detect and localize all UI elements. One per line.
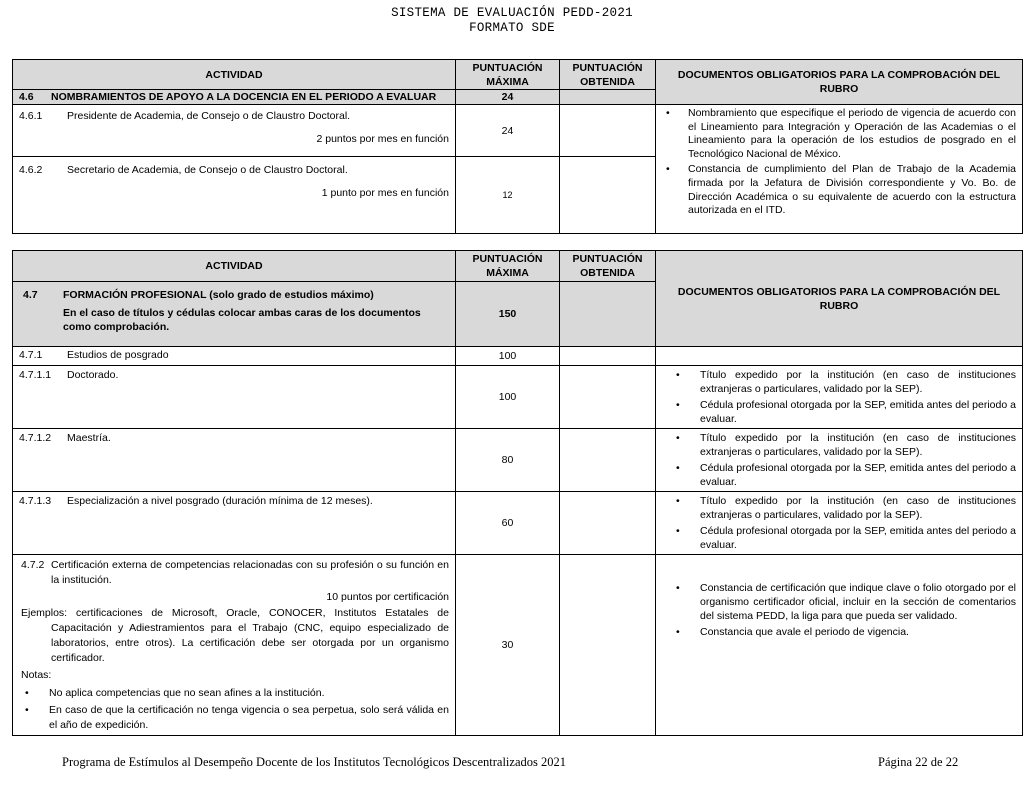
section-number: 4.6 (19, 91, 34, 103)
section-title (13, 282, 456, 347)
row-max-score: 100 (456, 366, 560, 429)
section-number: 4.7 (23, 289, 38, 301)
row-text: Especialización a nivel posgrado (duración mínima de 12 meses). (67, 495, 373, 507)
row-note: 1 punto por mes en función (321, 187, 449, 199)
document-item: • Constancia de cumplimiento del Plan de Trabajo de la Academia firmada por la Jefatura de División correspondiente y Vo. Bo. de Dirección Académica o su equivalente de acuerdo con la estructura autorizada en el ITD. (656, 163, 1016, 217)
document-item: • Constancia que avale el periodo de vigencia. (656, 625, 1016, 639)
row-number: 4.6.2 (19, 164, 43, 176)
row-obtained-score[interactable] (560, 429, 656, 492)
document-header-subtitle: FORMATO SDE (469, 21, 555, 35)
row-obtained-score[interactable] (560, 157, 656, 234)
table-section-4-6 (12, 59, 1023, 234)
section-title (13, 90, 456, 105)
column-header-documentos: DOCUMENTOS OBLIGATORIOS PARA LA COMPROBACIÓN DEL RUBRO (656, 251, 1023, 347)
row-text: Maestría. (67, 432, 111, 444)
row-number: 4.6.1 (19, 110, 43, 122)
document-item: • Título expedido por la institución (en caso de instituciones extranjeras o particulares, validado por la SEP). (656, 431, 1016, 459)
row-documents (656, 429, 1023, 492)
row-activity (13, 105, 456, 157)
column-header-documentos: DOCUMENTOS OBLIGATORIOS PARA LA COMPROBACIÓN DEL RUBRO (656, 60, 1023, 105)
row-number: 4.7.1.3 (19, 495, 52, 507)
document-item: • Nombramiento que especifique el periodo de vigencia de acuerdo con el Lineamiento para Integración y Operación de las Academias o el Lineamiento para la operación de los estudios de posgrado en el Tecnológico Nacional de México. (656, 107, 1016, 161)
row-text: Presidente de Academia, de Consejo o de Claustro Doctoral. (67, 110, 351, 122)
row-number: 4.7.1.2 (19, 432, 52, 444)
column-header-actividad: ACTIVIDAD (13, 60, 456, 90)
section-title-text: FORMACIÓN PROFESIONAL (solo grado de estudios máximo) (63, 289, 374, 301)
row-text: Certificación externa de competencias relacionadas con su profesión o su función en la institución. (51, 559, 449, 587)
row-documents (656, 347, 1023, 366)
row-max-score: 24 (456, 105, 560, 157)
document-item: • Cédula profesional otorgada por la SEP, emitida antes del periodo a evaluar. (656, 461, 1016, 489)
row-note: 2 puntos por mes en función (316, 133, 449, 145)
row-activity (13, 366, 456, 429)
column-header-puntuacion-obtenida: PUNTUACIÓN OBTENIDA (560, 251, 656, 282)
row-documents (656, 366, 1023, 429)
row-max-score: 30 (456, 555, 560, 736)
row-max-score: 12 (456, 157, 560, 234)
row-number: 4.7.1 (19, 349, 43, 361)
notes-label: Notas: (21, 669, 52, 682)
row-obtained-score[interactable] (560, 366, 656, 429)
row-documents (656, 105, 1023, 234)
section-obtained-score (560, 90, 656, 105)
footer-page-number: Página 22 de 22 (878, 755, 959, 769)
row-activity (13, 347, 456, 366)
row-max-score: 80 (456, 429, 560, 492)
row-obtained-score[interactable] (560, 105, 656, 157)
row-number: 4.7.1.1 (19, 369, 52, 381)
column-header-puntuacion-obtenida: PUNTUACIÓN OBTENIDA (560, 60, 656, 90)
row-activity (13, 492, 456, 555)
section-max-score: 24 (456, 90, 560, 105)
row-activity (13, 555, 456, 736)
row-note: 10 puntos por certificación (326, 591, 449, 604)
row-max-score: 60 (456, 492, 560, 555)
row-obtained-score[interactable] (560, 347, 656, 366)
row-examples: Ejemplos: certificaciones de Microsoft, Oracle, CONOCER, Institutos Estatales de Capacitación y Adiestramientos para el Trabajo (CNC, equipo especializado de laboratorios, entre otros). La certificación debe ser otorgada por un organismo certificador. (21, 606, 449, 665)
column-header-puntuacion-maxima: PUNTUACIÓN MÁXIMA (456, 60, 560, 90)
row-documents (656, 555, 1023, 736)
column-header-puntuacion-maxima: PUNTUACIÓN MÁXIMA (456, 251, 560, 282)
document-item: • Título expedido por la institución (en caso de instituciones extranjeras o particulares, validado por la SEP). (656, 494, 1016, 522)
row-text: Doctorado. (67, 369, 119, 381)
section-subtitle: En el caso de títulos y cédulas colocar ambas caras de los documentos como comprobación. (63, 307, 421, 333)
row-activity (13, 429, 456, 492)
row-obtained-score[interactable] (560, 555, 656, 736)
section-max-score: 150 (456, 282, 560, 347)
column-header-actividad: ACTIVIDAD (13, 251, 456, 282)
row-documents (656, 492, 1023, 555)
section-title-text: NOMBRAMIENTOS DE APOYO A LA DOCENCIA EN EL PERIODO A EVALUAR (51, 91, 437, 103)
row-activity (13, 157, 456, 234)
row-text: Estudios de posgrado (67, 349, 169, 361)
row-number: 4.7.2 (21, 559, 45, 571)
note-item: • En caso de que la certificación no tenga vigencia o sea perpetua, solo será válida en el año de expedición. (21, 703, 449, 733)
table-section-4-7 (12, 250, 1023, 736)
row-max-score: 100 (456, 347, 560, 366)
document-item: • Título expedido por la institución (en caso de instituciones extranjeras o particulares, validado por la SEP). (656, 368, 1016, 396)
footer-program-name: Programa de Estímulos al Desempeño Docente de los Institutos Tecnológicos Descentralizados 2021 (62, 755, 566, 769)
document-item: • Constancia de certificación que indique clave o folio otorgado por el organismo certificador oficial, incluir en la sección de comentarios del sistema PEDD, la liga para que pueda ser validado. (656, 581, 1016, 623)
document-item: • Cédula profesional otorgada por la SEP, emitida antes del periodo a evaluar. (656, 398, 1016, 426)
document-header-title: SISTEMA DE EVALUACIÓN PEDD-2021 (391, 6, 633, 20)
row-obtained-score[interactable] (560, 492, 656, 555)
note-item: • No aplica competencias que no sean afines a la institución. (21, 686, 449, 701)
document-item: • Cédula profesional otorgada por la SEP, emitida antes del periodo a evaluar. (656, 524, 1016, 552)
section-obtained-score (560, 282, 656, 347)
row-text: Secretario de Academia, de Consejo o de Claustro Doctoral. (67, 164, 348, 176)
